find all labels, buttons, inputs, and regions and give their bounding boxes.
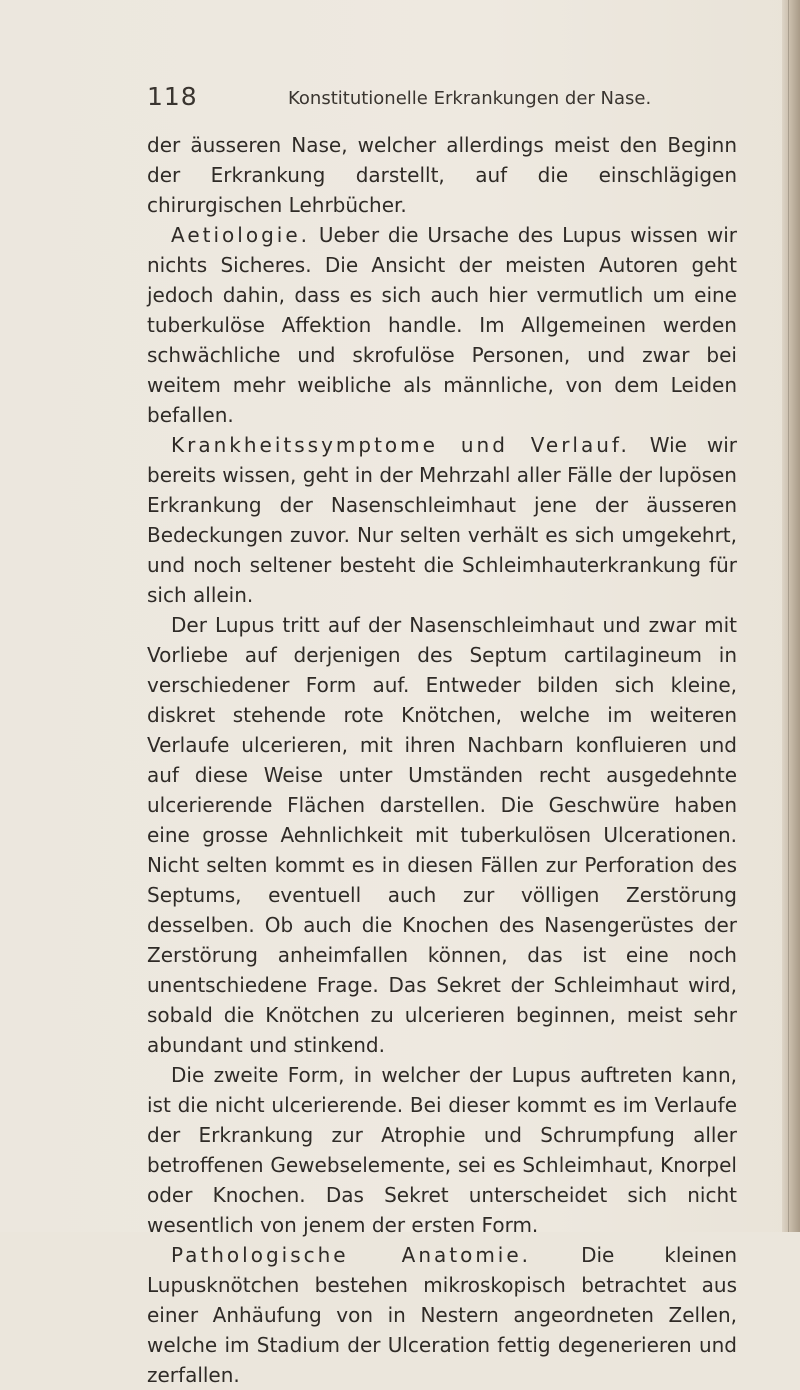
paragraph-pathologische-anatomie <box>147 1240 737 1390</box>
paragraph-lupus-form-two <box>147 1060 737 1240</box>
page-number: 118 <box>147 82 198 111</box>
section-heading-krankheitssymptome: Krankheitssymptome und Verlauf. <box>171 433 630 457</box>
paragraph-text: der äusseren Nase, welcher allerdings meist den Beginn der Erkrankung darstellt, auf die einschlägigen chirurgischen Lehrbücher. <box>147 133 737 217</box>
section-heading-pathologische-anatomie: Pathologische Anatomie. <box>171 1243 532 1267</box>
paragraph-text: Ueber die Ursache des Lupus wissen wir nichts Sicheres. Die Ansicht der meisten Autoren geht jedoch dahin, dass es sich auch hier vermutlich um eine tuberkulöse Affektion handle. Im Allgemeinen werden schwächliche und skrofulöse Personen, und zwar bei weitem mehr weibliche als männliche, von dem Leiden befallen. <box>147 223 737 427</box>
paragraph-aetiologie <box>147 220 737 430</box>
paragraph-text: Der Lupus tritt auf der Nasenschleimhaut und zwar mit Vorliebe auf derjenigen des Septum cartilagineum in verschiedener Form auf. Entweder bilden sich kleine, diskret stehende rote Knötchen, welche im weiteren Verlaufe ulcerieren, mit ihren Nachbarn konfluieren und auf diese Weise unter Umständen recht ausgedehnte ulcerierende Flächen darstellen. Die Geschwüre haben eine grosse Aehnlichkeit mit tuberkulösen Ulcerationen. Nicht selten kommt es in diesen Fällen zur Perforation des Septums, eventuell auch zur völligen Zerstörung desselben. Ob auch die Knochen des Nasengerüstes der Zerstörung anheimfallen können, das ist eine noch unentschiedene Frage. Das Sekret der Schleimhaut wird, sobald die Knötchen zu ulcerieren beginnen, meist sehr abundant und stinkend. <box>147 613 737 1057</box>
paragraph-text: Die zweite Form, in welcher der Lupus auftreten kann, ist die nicht ulcerierende. Bei dieser kommt es im Verlaufe der Erkrankung zur Atrophie und Schrumpfung aller betroffenen Gewebselemente, sei es Schleimhaut, Knorpel oder Knochen. Das Sekret unterscheidet sich nicht wesentlich von jenem der ersten Form. <box>147 1063 737 1237</box>
running-head <box>147 82 747 112</box>
paragraph-text: Die kleinen Lupusknötchen bestehen mikroskopisch betrachtet aus einer Anhäufung von in Nestern angeordneten Zellen, welche im Stadium der Ulceration fettig degenerieren und zerfallen. <box>147 1243 737 1387</box>
paragraph-lupus-form-one <box>147 610 737 1060</box>
body-text <box>147 130 737 1390</box>
paragraph-text: Wie wir bereits wissen, geht in der Mehrzahl aller Fälle der lupösen Erkrankung der Nasenschleimhaut jene der äusseren Bedeckungen zuvor. Nur selten verhält es sich umgekehrt, und noch seltener besteht die Schleimhauterkrankung für sich allein. <box>147 433 737 607</box>
page-edge <box>782 0 800 1232</box>
running-title: Konstitutionelle Erkrankungen der Nase. <box>288 88 652 109</box>
paragraph-krankheitssymptome <box>147 430 737 610</box>
paragraph-intro-continuation <box>147 130 737 220</box>
section-heading-aetiologie: Aetiologie. <box>171 223 310 247</box>
